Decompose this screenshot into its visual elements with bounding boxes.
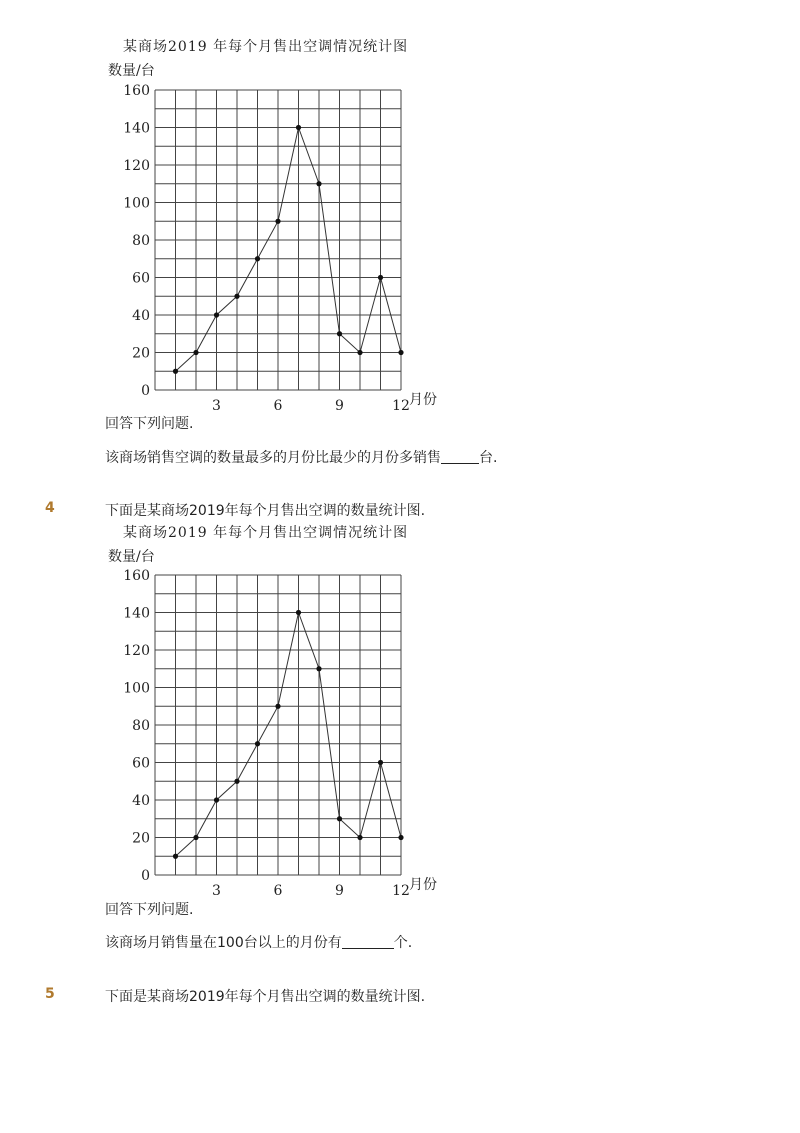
chart-title: 某商场2019 年每个月售出空调情况统计图	[123, 39, 409, 55]
data-point	[275, 704, 280, 709]
data-point	[378, 760, 383, 765]
x-tick-label: 9	[335, 883, 344, 899]
line-chart-2	[100, 563, 460, 903]
y-tick-label: 120	[123, 158, 150, 174]
question-number-4: 4	[45, 500, 55, 516]
series-line	[176, 128, 402, 372]
y-tick-label: 100	[123, 195, 150, 212]
y-tick-label: 140	[123, 120, 150, 137]
x-tick-label: 6	[273, 398, 283, 414]
y-tick-label: 40	[132, 308, 150, 324]
y-tick-label: 80	[132, 718, 150, 734]
x-tick-label: 9	[335, 398, 344, 414]
y-tick-label: 0	[141, 868, 150, 884]
chart-title: 某商场2019 年每个月售出空调情况统计图	[123, 525, 409, 541]
data-point	[255, 256, 260, 261]
q3-question	[105, 447, 497, 467]
y-tick-label: 20	[132, 345, 150, 362]
q3-question-unit: 台.	[479, 450, 498, 466]
y-tick-label: 160	[123, 83, 150, 99]
data-point	[316, 666, 321, 671]
data-point	[173, 854, 178, 859]
data-point	[214, 797, 219, 802]
y-tick-label: 20	[132, 830, 150, 847]
question-number-5: 5	[45, 986, 55, 1002]
x-axis-label: 月份	[409, 877, 437, 893]
data-point	[337, 816, 342, 821]
y-tick-label: 40	[132, 793, 150, 809]
q3-question-text: 该商场销售空调的数量最多的月份比最少的月份多销售	[105, 450, 441, 466]
q4-question	[105, 932, 412, 952]
series-line	[176, 613, 402, 857]
x-tick-label: 3	[212, 398, 221, 414]
data-point	[337, 331, 342, 336]
x-tick-label: 12	[392, 398, 410, 414]
data-point	[275, 219, 280, 224]
x-tick-label: 3	[212, 883, 221, 899]
q4-prompt: 回答下列问题.	[105, 902, 194, 918]
q4-question-text: 该商场月销售量在100台以上的月份有	[105, 935, 342, 951]
x-axis-label: 月份	[409, 392, 437, 408]
y-tick-label: 80	[132, 233, 150, 249]
q4-question-unit: 个.	[393, 935, 413, 951]
data-point	[193, 835, 198, 840]
x-tick-label: 6	[273, 883, 283, 899]
data-point	[296, 610, 301, 615]
data-point	[214, 312, 219, 317]
data-point	[357, 350, 362, 355]
y-tick-label: 0	[141, 383, 150, 399]
data-point	[398, 835, 403, 840]
data-point	[357, 835, 362, 840]
data-point	[234, 294, 239, 299]
y-axis-label: 数量/台	[108, 63, 155, 79]
y-axis-label: 数量/台	[108, 549, 155, 565]
q3-prompt: 回答下列问题.	[105, 416, 194, 432]
data-point	[296, 125, 301, 130]
y-tick-label: 120	[123, 643, 150, 659]
data-point	[193, 350, 198, 355]
x-tick-label: 12	[392, 883, 410, 899]
answer-blank[interactable]	[441, 449, 479, 464]
y-tick-label: 160	[123, 568, 150, 584]
data-point	[378, 275, 383, 280]
data-point	[255, 741, 260, 746]
data-point	[316, 181, 321, 186]
data-point	[398, 350, 403, 355]
q5-intro: 下面是某商场2019年每个月售出空调的数量统计图.	[105, 989, 426, 1005]
data-point	[234, 779, 239, 784]
y-tick-label: 60	[132, 270, 150, 287]
y-tick-label: 140	[123, 605, 150, 622]
data-point	[173, 369, 178, 374]
q4-intro: 下面是某商场2019年每个月售出空调的数量统计图.	[105, 503, 426, 519]
y-tick-label: 60	[132, 755, 150, 772]
y-tick-label: 100	[123, 680, 150, 697]
answer-blank[interactable]	[342, 934, 394, 949]
line-chart-1	[100, 78, 460, 418]
